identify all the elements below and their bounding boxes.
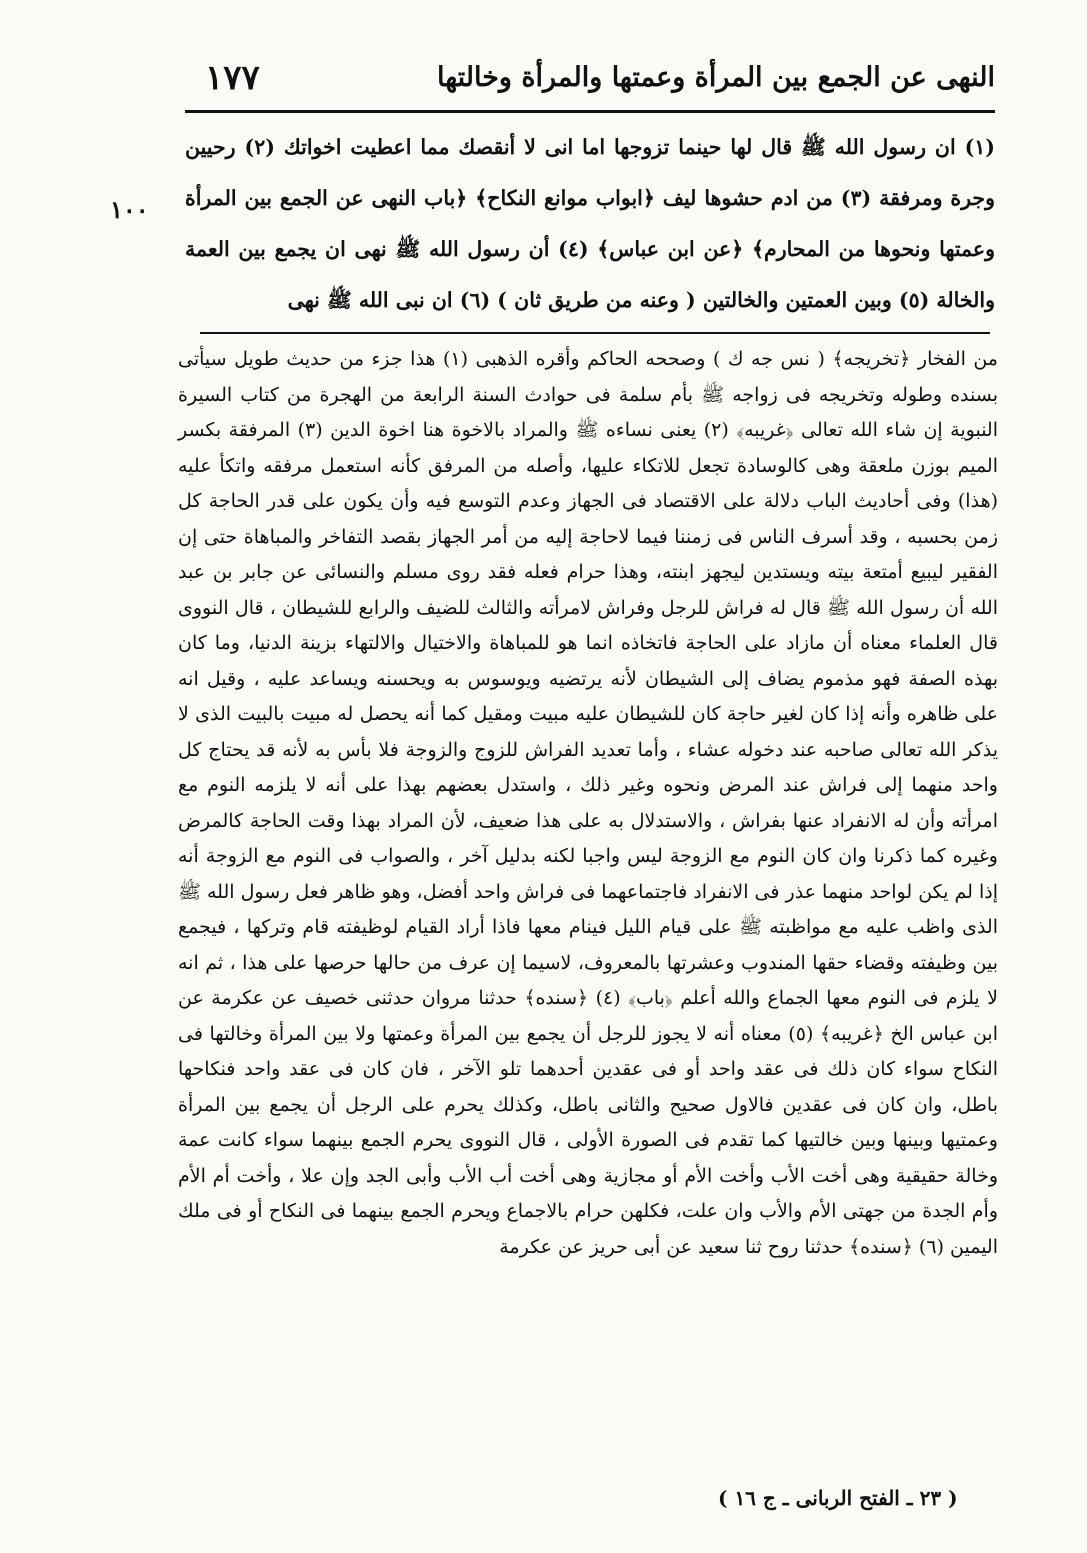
margin-number: ١٠٠: [110, 195, 149, 224]
commentary-text: [178, 342, 998, 1265]
header-rule: [185, 110, 995, 113]
page-number: ١٧٧: [205, 58, 260, 98]
running-title: النهى عن الجمع بين المرأة وعمتها والمرأة وخالتها: [436, 62, 995, 93]
section-divider: [200, 332, 990, 334]
footer-signature: ( ٢٣ ـ الفتح الربانى ـ ج ١٦ ): [718, 1486, 958, 1510]
page-header: [205, 58, 995, 104]
hadith-main-text: [185, 122, 995, 326]
hadith-paragraph: (١) ان رسول الله ﷺ قال لها حينما تزوجها اما انى لا أنقصك مما اعطيت اخواتك (٢) رحيين وجرة ومرفقة (٣) من ادم حشوها ليف ﴿ابواب موانع النكاح﴾ ﴿باب النهى عن الجمع بين المرأة وعمتها ونحوها من المحارم﴾ ﴿عن ابن عباس﴾ (٤) أن رسول الله ﷺ نهى ان يجمع بين العمة والخالة (٥) وبين العمتين والخالتين ( وعنه من طريق ثان ) (٦) ان نبى الله ﷺ نهى: [185, 135, 995, 312]
commentary-paragraph: من الفخار ﴿تخريجه﴾ ( نس جه ك ) وصححه الحاكم وأقره الذهبى (١) هذا جزء من حديث طويل سيأتى بسنده وطوله وتخريجه فى زواجه ﷺ بأم سلمة فى حوادث السنة الرابعة من الهجرة من كتاب السيرة النبوية إن شاء الله تعالى ﴿غريبه﴾ (٢) يعنى نساءه ﷺ والمراد بالاخوة هنا اخوة الدين (٣) المرفقة بكسر الميم بوزن ملعقة وهى كالوسادة تجعل للاتكاء عليها، وأصله من المرفق كأنه استعمل مرفقه واتكأ عليه (هذا) وفى أحاديث الباب دلالة على الاقتصاد فى الجهاز وعدم التوسع فيه وأن يكون على قدر الحاجة كل زمن بحسبه ، وقد أسرف الناس فى زمننا فيما لاحاجة إليه من أمر الجهاز بقصد التفاخر والمباهاة حتى إن الفقير ليبيع أمتعة بيته ويستدين ليجهز ابنته، وهذا حرام فعله فقد روى مسلم والنسائى عن جابر بن عبد الله أن رسول الله ﷺ قال له فراش للرجل وفراش لامرأته والثالث للضيف والرابع للشيطان ، قال النووى قال العلماء معناه أن مازاد على الحاجة فاتخاذه انما هو للمباهاة والاختيال والالتهاء بزينة الدنيا، وما كان بهذه الصفة فهو مذموم يضاف إلى الشيطان لأنه يرتضيه ويوسوس به ويحسنه ويساعد عليه ، وقيل انه على ظاهره وأنه إذا كان لغير حاجة كان للشيطان عليه مبيت ومقيل كما أنه يحصل له مبيت بالبيت الذى لا يذكر الله تعالى صاحبه عند دخوله عشاء ، وأما تعديد الفراش للزوج والزوجة فلا بأس به لأنه قد يحتاج كل واحد منهما إلى فراش عند المرض ونحوه وغير ذلك ، واستدل بعضهم بهذا على أنه لا يلزمه النوم مع امرأته وأن له الانفراد عنها بفراش ، والاستدلال به على هذا ضعيف، لأن المراد بهذا وقت الحاجة كالمرض وغيره كما ذكرنا وان كان النوم مع الزوجة ليس واجبا لكنه بدليل آخر ، والصواب فى النوم مع الزوجة أنه إذا لم يكن لواحد منهما عذر فى الانفراد فاجتماعهما فى فراش واحد أفضل، وهو ظاهر فعل رسول الله ﷺ الذى واظب عليه مع مواظبته ﷺ على قيام الليل فينام معها فاذا أراد القيام لوظيفته قام وتركها ، فيجمع بين وظيفته وقضاء حقها المندوب وعشرتها بالمعروف، لاسيما إن عرف من حالها حرصها على هذا ، ثم انه لا يلزم فى النوم معها الجماع والله أعلم ﴿باب﴾ (٤) ﴿سنده﴾ حدثنا مروان حدثنى خصيف عن عكرمة عن ابن عباس الخ ﴿غريبه﴾ (٥) معناه أنه لا يجوز للرجل أن يجمع بين المرأة وعمتها ولا بين المرأة وخالتها فى النكاح سواء كان ذلك فى عقد واحد أو فى عقدين أحدهما تلو الآخر ، فان كان فى عقد واحد فنكاحها باطل، وان كان فى عقدين فالاول صحيح والثانى باطل، وكذلك يحرم على الرجل أن يجمع بين المرأة وعمتيها وبينها وبين خالتيها كما تقدم فى الصورة الأولى ، قال النووى يحرم الجمع بينهما سواء كانت عمة وخالة حقيقية وهى أخت الأب وأخت الأم أو مجازية وهى أخت أب الأب وأبى الجد وإن علا ، وأخت أم الأم وأم الجدة من جهتى الأم والأب وان علت، فكلهن حرام بالاجماع ويحرم الجمع بينهما فى النكاح أو فى ملك اليمين (٦) ﴿سنده﴾ حدثنا روح ثنا سعيد عن أبى حريز عن عكرمة: [178, 348, 999, 1258]
